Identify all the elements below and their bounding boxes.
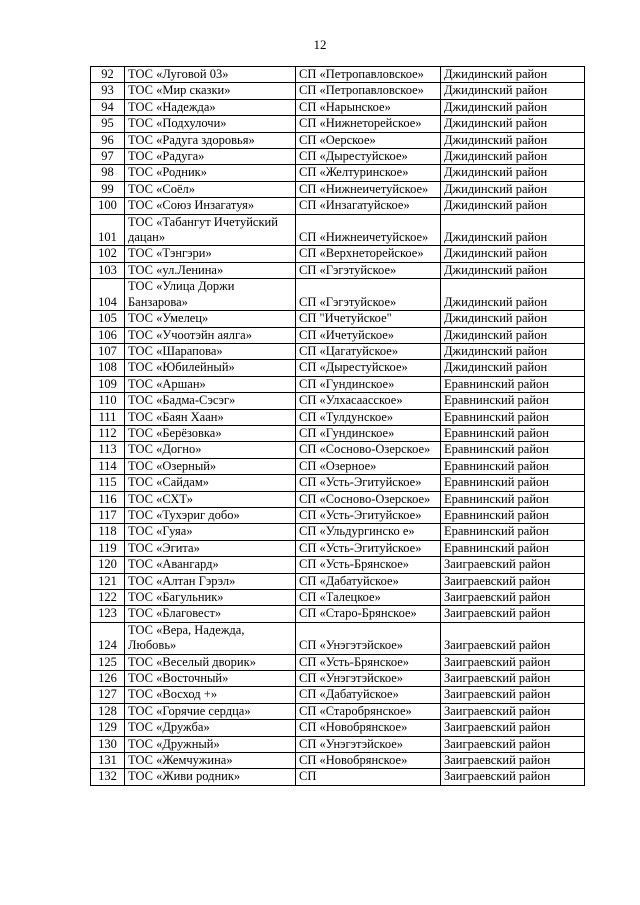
tos-name-cell: ТОС «Гуяа» [125, 524, 296, 540]
settlement-cell: СП «Старо-Брянское» [296, 606, 441, 622]
row-number-cell: 127 [91, 687, 125, 703]
table-row [91, 198, 585, 214]
district-cell: Джидинский район [441, 181, 585, 197]
district-cell: Джидинский район [441, 262, 585, 278]
tos-name-cell: ТОС «Восточный» [125, 671, 296, 687]
tos-name-cell: ТОС «Подхулочи» [125, 116, 296, 132]
tos-name-cell: ТОС «Веселый дворик» [125, 654, 296, 670]
tos-name-cell: ТОС «Тэнгэри» [125, 246, 296, 262]
tos-name-cell: ТОС «Родник» [125, 165, 296, 181]
tos-name-cell: ТОС «Вера, Надежда, Любовь» [125, 622, 296, 654]
table-row [91, 703, 585, 719]
settlement-cell: СП «Унэгэтэйское» [296, 736, 441, 752]
tos-name-cell: ТОС «Догно» [125, 442, 296, 458]
table-row [91, 393, 585, 409]
settlement-cell: СП «Сосново-Озерское» [296, 491, 441, 507]
settlement-cell: СП «Цагатуйское» [296, 343, 441, 359]
district-cell: Заиграевский район [441, 671, 585, 687]
settlement-cell: СП «Верхнеторейское» [296, 246, 441, 262]
district-cell: Заиграевский район [441, 687, 585, 703]
settlement-cell: СП «Усть-Брянское» [296, 557, 441, 573]
table-row [91, 606, 585, 622]
row-number-cell: 92 [91, 67, 125, 83]
district-cell: Джидинский район [441, 360, 585, 376]
table-body [91, 67, 585, 786]
table-row [91, 769, 585, 785]
district-cell: Еравнинский район [441, 376, 585, 392]
settlement-cell: СП «Сосново-Озерское» [296, 442, 441, 458]
tos-name-cell: ТОС «СХТ» [125, 491, 296, 507]
settlement-cell: СП «Новобрянское» [296, 753, 441, 769]
table-row [91, 279, 585, 311]
district-cell: Заиграевский район [441, 736, 585, 752]
row-number-cell: 129 [91, 720, 125, 736]
table-row [91, 573, 585, 589]
district-cell: Еравнинский район [441, 458, 585, 474]
tos-name-cell: ТОС «Тухэриг добо» [125, 507, 296, 523]
table-row [91, 458, 585, 474]
table-row [91, 376, 585, 392]
table-row [91, 246, 585, 262]
tos-name-cell: ТОС «Луговой 03» [125, 67, 296, 83]
district-cell: Джидинский район [441, 279, 585, 311]
row-number-cell: 124 [91, 622, 125, 654]
table-row [91, 360, 585, 376]
settlement-cell: СП «Желтуринское» [296, 165, 441, 181]
settlement-cell: СП "Ичетуйское" [296, 311, 441, 327]
row-number-cell: 95 [91, 116, 125, 132]
tos-name-cell: ТОС «Горячие сердца» [125, 703, 296, 719]
tos-name-cell: ТОС «ул.Ленина» [125, 262, 296, 278]
table-row [91, 442, 585, 458]
settlement-cell: СП «Улхасаасское» [296, 393, 441, 409]
row-number-cell: 121 [91, 573, 125, 589]
tos-name-cell: ТОС «Аршан» [125, 376, 296, 392]
tos-name-cell: ТОС «Надежда» [125, 99, 296, 115]
district-cell: Заиграевский район [441, 622, 585, 654]
table-row [91, 262, 585, 278]
district-cell: Еравнинский район [441, 507, 585, 523]
table-row [91, 425, 585, 441]
settlement-cell: СП «Усть-Брянское» [296, 654, 441, 670]
row-number-cell: 93 [91, 83, 125, 99]
district-cell: Джидинский район [441, 198, 585, 214]
row-number-cell: 123 [91, 606, 125, 622]
tos-registry-table [90, 66, 585, 786]
row-number-cell: 104 [91, 279, 125, 311]
row-number-cell: 120 [91, 557, 125, 573]
district-cell: Заиграевский район [441, 703, 585, 719]
tos-name-cell: ТОС «Мир сказки» [125, 83, 296, 99]
tos-name-cell: ТОС «Дружный» [125, 736, 296, 752]
settlement-cell: СП «Ульдургинско е» [296, 524, 441, 540]
tos-name-cell: ТОС «Табангут Ичетуйский дацан» [125, 214, 296, 246]
table-row [91, 99, 585, 115]
settlement-cell: СП «Нижнеторейское» [296, 116, 441, 132]
district-cell: Еравнинский район [441, 409, 585, 425]
table-row [91, 149, 585, 165]
settlement-cell: СП «Нарынское» [296, 99, 441, 115]
district-cell: Еравнинский район [441, 393, 585, 409]
settlement-cell: СП «Старобрянское» [296, 703, 441, 719]
district-cell: Джидинский район [441, 165, 585, 181]
settlement-cell: СП «Гундинское» [296, 376, 441, 392]
tos-name-cell: ТОС «Дружба» [125, 720, 296, 736]
table-row [91, 409, 585, 425]
table-row [91, 622, 585, 654]
row-number-cell: 97 [91, 149, 125, 165]
row-number-cell: 98 [91, 165, 125, 181]
table-row [91, 753, 585, 769]
settlement-cell: СП «Дабатуйское» [296, 687, 441, 703]
row-number-cell: 118 [91, 524, 125, 540]
row-number-cell: 132 [91, 769, 125, 785]
settlement-cell: СП «Гэгэтуйское» [296, 262, 441, 278]
district-cell: Заиграевский район [441, 590, 585, 606]
table-row [91, 132, 585, 148]
district-cell: Джидинский район [441, 327, 585, 343]
row-number-cell: 103 [91, 262, 125, 278]
district-cell: Джидинский район [441, 214, 585, 246]
settlement-cell: СП «Петропавловское» [296, 83, 441, 99]
row-number-cell: 102 [91, 246, 125, 262]
district-cell: Джидинский район [441, 83, 585, 99]
district-cell: Заиграевский район [441, 769, 585, 785]
table-row [91, 67, 585, 83]
tos-name-cell: ТОС «Озерный» [125, 458, 296, 474]
district-cell: Еравнинский район [441, 442, 585, 458]
settlement-cell: СП «Озерное» [296, 458, 441, 474]
table-row [91, 165, 585, 181]
district-cell: Заиграевский район [441, 573, 585, 589]
table-row [91, 491, 585, 507]
row-number-cell: 117 [91, 507, 125, 523]
table-row [91, 116, 585, 132]
district-cell: Еравнинский район [441, 540, 585, 556]
settlement-cell: СП «Нижнеичетуйское» [296, 214, 441, 246]
table-row [91, 557, 585, 573]
settlement-cell: СП «Ичетуйское» [296, 327, 441, 343]
tos-name-cell: ТОС «Умелец» [125, 311, 296, 327]
table-row [91, 720, 585, 736]
settlement-cell: СП «Талецкое» [296, 590, 441, 606]
row-number-cell: 110 [91, 393, 125, 409]
district-cell: Еравнинский район [441, 475, 585, 491]
tos-name-cell: ТОС «Шарапова» [125, 343, 296, 359]
district-cell: Еравнинский район [441, 524, 585, 540]
row-number-cell: 94 [91, 99, 125, 115]
row-number-cell: 115 [91, 475, 125, 491]
table-row [91, 475, 585, 491]
tos-name-cell: ТОС «Соёл» [125, 181, 296, 197]
district-cell: Заиграевский район [441, 720, 585, 736]
table-row [91, 671, 585, 687]
table-row [91, 327, 585, 343]
settlement-cell: СП «Усть-Эгитуйское» [296, 507, 441, 523]
district-cell: Еравнинский район [441, 425, 585, 441]
settlement-cell: СП «Гундинское» [296, 425, 441, 441]
settlement-cell: СП «Инзагатуйское» [296, 198, 441, 214]
district-cell: Джидинский район [441, 99, 585, 115]
district-cell: Еравнинский район [441, 491, 585, 507]
district-cell: Заиграевский район [441, 654, 585, 670]
tos-name-cell: ТОС «Эгита» [125, 540, 296, 556]
tos-name-cell: ТОС «Учоотэйн аялга» [125, 327, 296, 343]
district-cell: Заиграевский район [441, 557, 585, 573]
tos-name-cell: ТОС «Авангард» [125, 557, 296, 573]
settlement-cell: СП «Тулдунское» [296, 409, 441, 425]
settlement-cell: СП «Дырестуйское» [296, 149, 441, 165]
tos-name-cell: ТОС «Улица Доржи Банзарова» [125, 279, 296, 311]
tos-name-cell: ТОС «Баян Хаан» [125, 409, 296, 425]
table-row [91, 311, 585, 327]
row-number-cell: 116 [91, 491, 125, 507]
district-cell: Джидинский район [441, 67, 585, 83]
row-number-cell: 107 [91, 343, 125, 359]
row-number-cell: 109 [91, 376, 125, 392]
tos-name-cell: ТОС «Юбилейный» [125, 360, 296, 376]
district-cell: Заиграевский район [441, 606, 585, 622]
tos-name-cell: ТОС «Багульник» [125, 590, 296, 606]
settlement-cell: СП «Новобрянское» [296, 720, 441, 736]
row-number-cell: 114 [91, 458, 125, 474]
row-number-cell: 111 [91, 409, 125, 425]
settlement-cell: СП «Дырестуйское» [296, 360, 441, 376]
table-row [91, 507, 585, 523]
settlement-cell: СП [296, 769, 441, 785]
settlement-cell: СП «Унэгэтэйское» [296, 671, 441, 687]
settlement-cell: СП «Дабатуйское» [296, 573, 441, 589]
row-number-cell: 99 [91, 181, 125, 197]
district-cell: Джидинский район [441, 116, 585, 132]
tos-name-cell: ТОС «Сайдам» [125, 475, 296, 491]
table-row [91, 540, 585, 556]
settlement-cell: СП «Гэгэтуйское» [296, 279, 441, 311]
row-number-cell: 96 [91, 132, 125, 148]
settlement-cell: СП «Оерское» [296, 132, 441, 148]
district-cell: Джидинский район [441, 246, 585, 262]
row-number-cell: 128 [91, 703, 125, 719]
table-row [91, 214, 585, 246]
table-row [91, 654, 585, 670]
table-row [91, 343, 585, 359]
district-cell: Джидинский район [441, 343, 585, 359]
table-row [91, 524, 585, 540]
row-number-cell: 106 [91, 327, 125, 343]
row-number-cell: 119 [91, 540, 125, 556]
table-row [91, 736, 585, 752]
row-number-cell: 131 [91, 753, 125, 769]
tos-name-cell: ТОС «Живи родник» [125, 769, 296, 785]
table-row [91, 83, 585, 99]
row-number-cell: 113 [91, 442, 125, 458]
district-cell: Заиграевский район [441, 753, 585, 769]
row-number-cell: 108 [91, 360, 125, 376]
table-row [91, 181, 585, 197]
row-number-cell: 130 [91, 736, 125, 752]
district-cell: Джидинский район [441, 132, 585, 148]
row-number-cell: 125 [91, 654, 125, 670]
row-number-cell: 126 [91, 671, 125, 687]
tos-name-cell: ТОС «Бадма-Сэсэг» [125, 393, 296, 409]
tos-name-cell: ТОС «Алтан Гэрэл» [125, 573, 296, 589]
row-number-cell: 100 [91, 198, 125, 214]
settlement-cell: СП «Унэгэтэйское» [296, 622, 441, 654]
row-number-cell: 101 [91, 214, 125, 246]
settlement-cell: СП «Усть-Эгитуйское» [296, 475, 441, 491]
tos-name-cell: ТОС «Благовест» [125, 606, 296, 622]
tos-name-cell: ТОС «Радуга здоровья» [125, 132, 296, 148]
settlement-cell: СП «Петропавловское» [296, 67, 441, 83]
page-number: 12 [313, 37, 327, 52]
district-cell: Джидинский район [441, 149, 585, 165]
table-row [91, 687, 585, 703]
row-number-cell: 105 [91, 311, 125, 327]
tos-name-cell: ТОС «Жемчужина» [125, 753, 296, 769]
tos-name-cell: ТОС «Радуга» [125, 149, 296, 165]
tos-name-cell: ТОС «Союз Инзагатуя» [125, 198, 296, 214]
row-number-cell: 122 [91, 590, 125, 606]
row-number-cell: 112 [91, 425, 125, 441]
district-cell: Джидинский район [441, 311, 585, 327]
tos-name-cell: ТОС «Восход +» [125, 687, 296, 703]
settlement-cell: СП «Усть-Эгитуйское» [296, 540, 441, 556]
settlement-cell: СП «Нижнеичетуйское» [296, 181, 441, 197]
table-row [91, 590, 585, 606]
tos-name-cell: ТОС «Берёзовка» [125, 425, 296, 441]
